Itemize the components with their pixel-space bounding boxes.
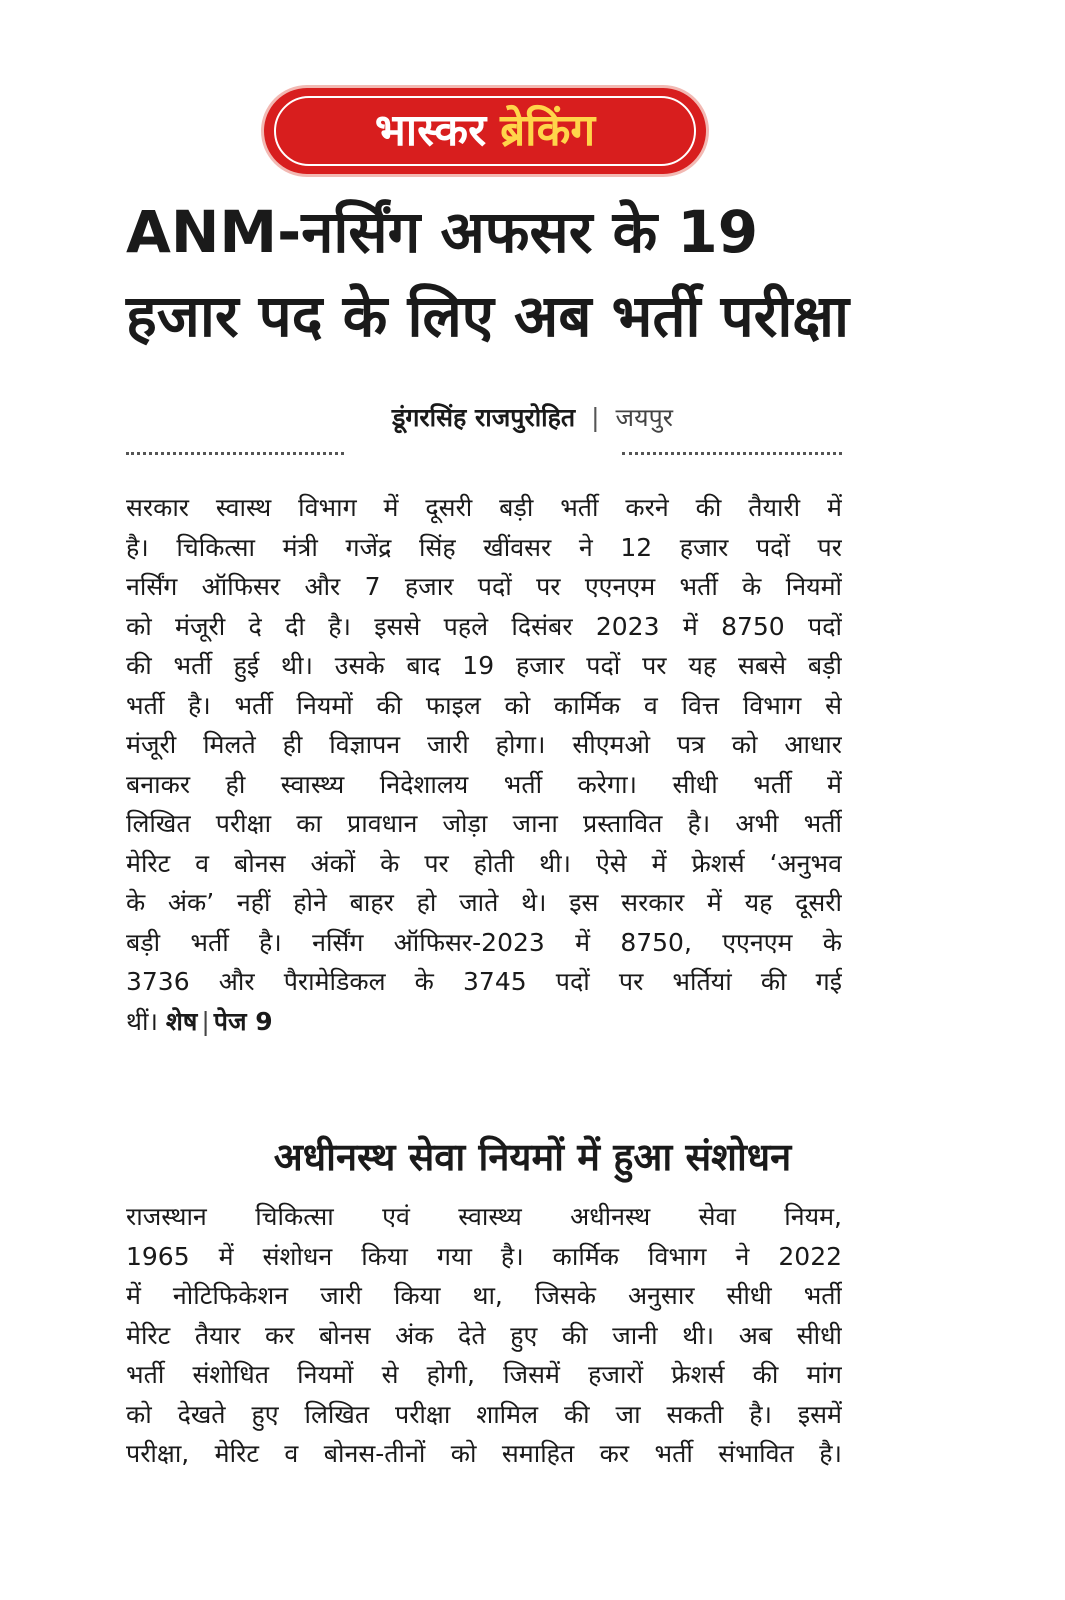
byline-author: डूंगरसिंह राजपुरोहित [391,403,576,432]
brand-badge [264,88,706,174]
byline-separator: | [591,403,600,432]
paragraph-line: को मंजूरी दे दी है। इससे पहले दिसंबर 2023 में 8750 पदों [126,611,842,641]
brand-name-part2: ब्रेकिंग [500,105,596,156]
dotted-divider-right [622,452,842,455]
paragraph-line: है। चिकित्सा मंत्री गजेंद्र सिंह खींवसर ने 12 हजार पदों पर [126,532,842,562]
byline [0,398,1065,438]
article-paragraph-1 [126,488,842,1041]
headline-line-2: हजार पद के लिए अब भर्ती परीक्षा [126,282,850,350]
continued-label: शेष [165,1006,198,1036]
paragraph-line: मंजूरी मिलते ही विज्ञापन जारी होगा। सीएमओ पत्र को आधार [126,730,842,759]
paragraph-line: सरकार स्वास्थ विभाग में दूसरी बड़ी भर्ती करने की तैयारी में [126,493,842,522]
paragraph-line: के अंक’ नहीं होने बाहर हो जाते थे। इस सरकार में यह दूसरी [126,888,842,917]
paragraph-line: मेरिट तैयार कर बोनस अंक देते हुए की जानी थी। अब सीधी [126,1320,842,1350]
paragraph-line: बड़ी भर्ती है। नर्सिंग ऑफिसर-2023 में 8750, एएनएम के [126,927,842,957]
brand-badge-inner [274,96,696,166]
paragraph-line: लिखित परीक्षा का प्रावधान जोड़ा जाना प्रस्तावित है। अभी भर्ती [126,809,842,838]
paragraph-line: 1965 में संशोधन किया गया है। कार्मिक विभाग ने 2022 [126,1241,842,1271]
subheading: अधीनस्थ सेवा नियमों में हुआ संशोधन [273,1135,792,1179]
paragraph-line: परीक्षा, मेरिट व बोनस-तीनों को समाहित कर भर्ती संभावित है। [126,1439,842,1468]
headline [126,190,946,358]
paragraph-line-end: थीं। [126,1006,158,1036]
article-paragraph-2 [126,1197,842,1474]
byline-city: जयपुर [615,403,673,432]
dotted-divider-left [126,452,344,455]
paragraph-line: 3736 और पैरामेडिकल के 3745 पदों पर भर्तियां की गई [126,967,842,996]
continued-separator: | [201,1006,210,1036]
paragraph-line: को देखते हुए लिखित परीक्षा शामिल की जा सकती है। इसमें [126,1399,842,1429]
paragraph-line-last [126,1002,842,1042]
paragraph-line: नर्सिंग ऑफिसर और 7 हजार पदों पर एएनएम भर्ती के नियमों [126,572,842,601]
paragraph-line: राजस्थान चिकित्सा एवं स्वास्थ्य अधीनस्थ सेवा नियम, [126,1202,842,1231]
paragraph-line: भर्ती संशोधित नियमों से होगी, जिसमें हजारों फ्रेशर्स की मांग [126,1360,842,1389]
paragraph-line: में नोटिफिकेशन जारी किया था, जिसके अनुसार सीधी भर्ती [126,1281,842,1310]
paragraph-line: की भर्ती हुई थी। उसके बाद 19 हजार पदों पर यह सबसे बड़ी [126,651,842,680]
headline-line-1: ANM-नर्सिंग अफसर के 19 [126,198,759,266]
paragraph-line: मेरिट व बोनस अंकों के पर होती थी। ऐसे में फ्रेशर्स ‘अनुभव [126,848,842,878]
continued-page-link: पेज 9 [213,1006,273,1036]
paragraph-line: भर्ती है। भर्ती नियमों की फाइल को कार्मिक व वित्त विभाग से [126,690,842,720]
brand-name-part1: भास्कर [374,105,487,156]
paragraph-line: बनाकर ही स्वास्थ्य निदेशालय भर्ती करेगा। सीधी भर्ती में [126,769,842,799]
